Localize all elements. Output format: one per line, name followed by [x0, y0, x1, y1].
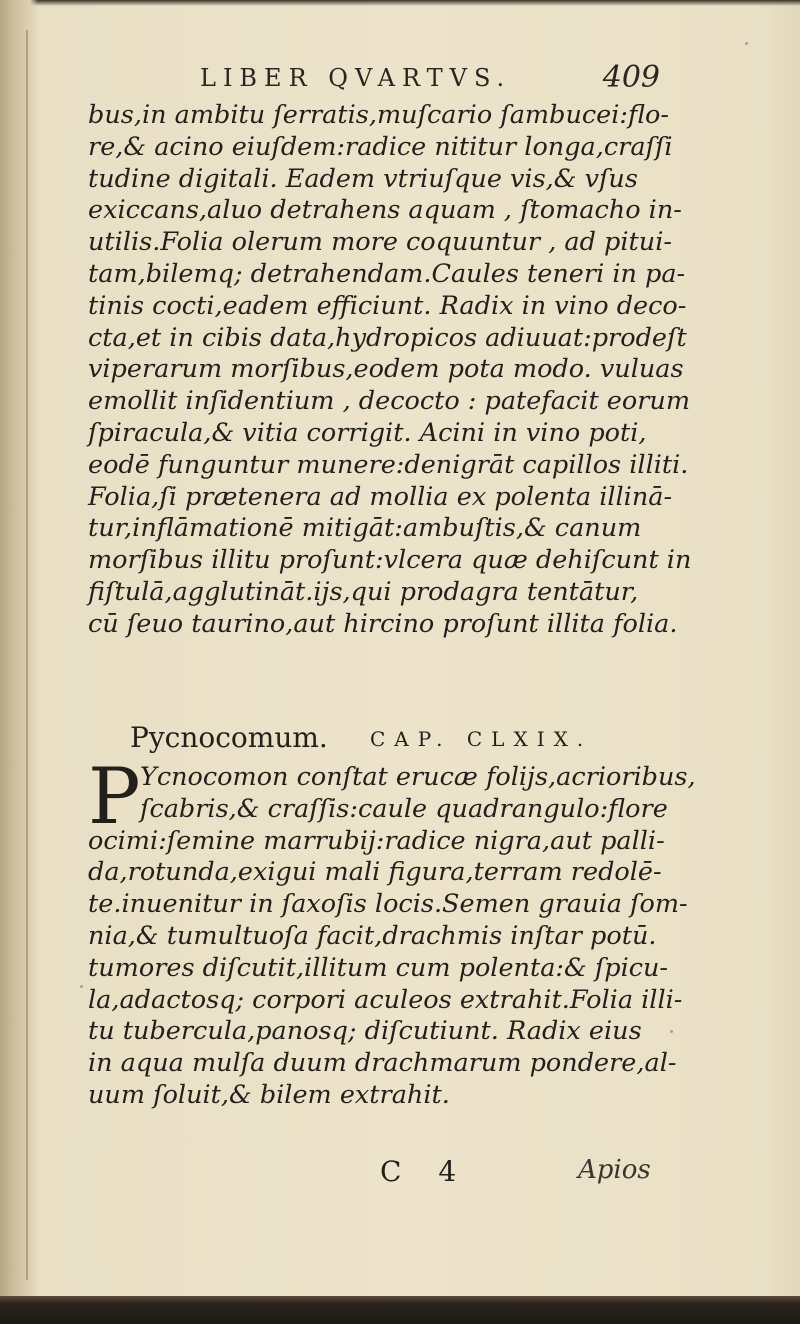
text-line: fiſtulā,agglutināt.ijs,qui prodagra tentātur, — [88, 576, 639, 607]
page-gutter — [0, 0, 38, 1324]
chapter-title: Pycnocomum. — [130, 721, 328, 754]
text-line: ocimi:ſemine marrubij:radice nigra,aut palli- — [88, 825, 665, 856]
text-line: uum ſoluit,& bilem extrahit. — [88, 1079, 450, 1110]
text-line: Folia,ſi prætenera ad mollia ex polenta illinā- — [88, 481, 673, 512]
page-top-edge — [0, 0, 800, 6]
text-line: cū ſeuo taurino,aut hircino proſunt illita folia. — [88, 608, 678, 639]
paper-speck — [80, 985, 83, 988]
text-line: exiccans,aluo detrahens aquam , ſtomacho in- — [88, 195, 682, 226]
text-line: bus,in ambitu ſerratis,muſcario ſambucei:flo- — [88, 100, 669, 130]
catchword: Apios — [578, 1155, 651, 1185]
text-line: eodē funguntur munere:denigrāt capillos illiti. — [88, 449, 689, 480]
drop-cap-initial: P — [88, 752, 141, 842]
running-head-title: LIBER QVARTVS. — [200, 64, 512, 92]
text-line: tu tubercula,panosq; diſcutiunt. Radix eius — [88, 1016, 642, 1047]
text-line: Ycnocomon conſtat erucæ folijs,acrioribus, — [140, 762, 696, 792]
text-line: tur,inflāmationē mitigāt:ambuſtis,& canum — [88, 513, 642, 544]
page-number: 409 — [602, 60, 660, 95]
paragraph-2 — [88, 762, 696, 1112]
text-line: tinis cocti,eadem efficiunt. Radix in vino deco- — [88, 290, 687, 321]
paper-speck — [670, 1030, 673, 1033]
signature-mark: C 4 — [380, 1155, 471, 1188]
paragraph-1 — [88, 100, 692, 641]
text-line: re,& acino eiuſdem:radice nititur longa,craſſi — [88, 131, 673, 162]
text-line: emollit inſidentium , decocto : patefacit eorum — [88, 386, 691, 417]
text-line: morſibus illitu proſunt:vlcera quæ dehiſcunt in — [88, 545, 692, 576]
text-line: tumores diſcutit,illitum cum polenta:& ſpicu- — [88, 952, 669, 983]
text-line: te.inuenitur in ſaxoſis locis.Semen grauia ſom- — [88, 889, 688, 920]
text-line: in aqua mulſa duum drachmarum pondere,al- — [88, 1048, 677, 1079]
text-line: nia,& tumultuoſa facit,drachmis inſtar potū. — [88, 920, 657, 951]
chapter-number: CAP. CLXIX. — [370, 727, 593, 751]
text-line: ſpiracula,& vitia corrigit. Acini in vino poti, — [88, 417, 647, 448]
paper-speck — [745, 42, 748, 45]
page-bottom-edge — [0, 1296, 800, 1324]
text-line: tudine digitali. Eadem vtriuſque vis,& vſus — [88, 163, 638, 194]
text-line: ſcabris,& craſſis:caule quadrangulo:flore — [140, 793, 668, 824]
text-line: utilis.Folia olerum more coquuntur , ad pitui- — [88, 227, 672, 258]
gutter-shadow-line — [26, 30, 28, 1280]
text-line: da,rotunda,exigui mali figura,terram redolē- — [88, 857, 662, 888]
text-line: la,adactosq; corpori aculeos extrahit.Folia illi- — [88, 984, 683, 1015]
text-line: viperarum morſibus,eodem pota modo. vuluas — [88, 354, 684, 385]
text-line: cta,et in cibis data,hydropicos adiuuat:prodeſt — [88, 322, 687, 353]
running-head — [200, 60, 660, 100]
text-line: tam,bilemq; detrahendam.Caules teneri in pa- — [88, 258, 686, 289]
